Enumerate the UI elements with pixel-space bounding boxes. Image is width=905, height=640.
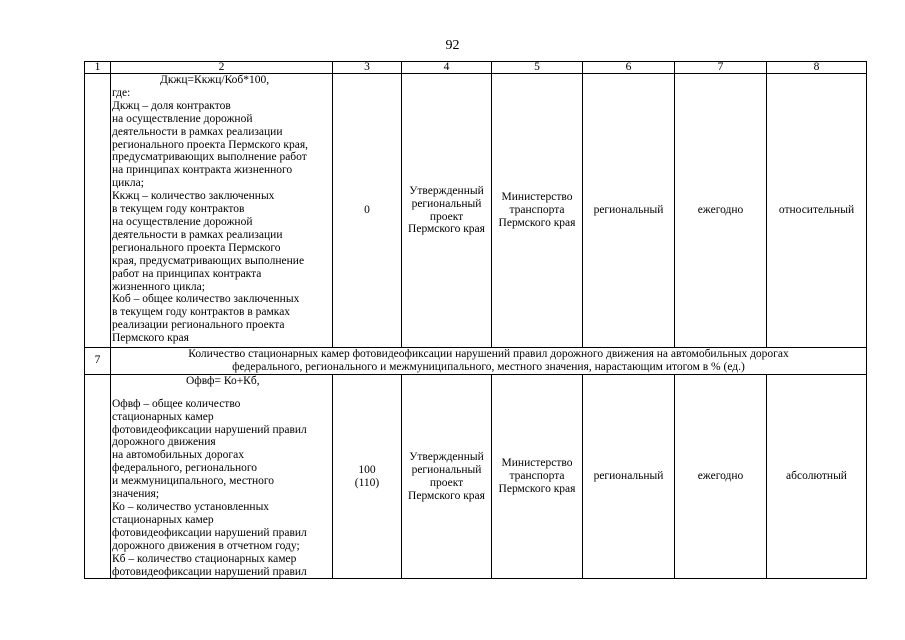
description-line: Ко – количество установленных	[112, 500, 270, 513]
data-source-cell	[402, 74, 492, 348]
description-line: на автомобильных дорогах	[112, 449, 244, 462]
responsible-line: Министерство	[501, 191, 573, 204]
description-line: фотовидеофиксации нарушений правил	[112, 423, 307, 436]
description-line: реализации регионального проекта	[112, 319, 285, 332]
data-source-line: Утвержденный	[409, 184, 484, 197]
description-line: и межмуниципального, местного	[112, 475, 275, 488]
responsible-line: транспорта	[509, 204, 565, 217]
responsible-line: Пермского края	[498, 216, 576, 229]
data-source-line: Пермского края	[408, 223, 485, 236]
data-source-line: Пермского края	[408, 489, 485, 502]
base-value-line: (110)	[354, 476, 380, 489]
header-cell-4: 4	[402, 62, 492, 74]
description-line: дорожного движения	[112, 436, 216, 449]
description-line: Дкжц – доля контрактов	[112, 99, 231, 112]
row-number	[85, 74, 111, 348]
header-cell-2: 2	[111, 62, 333, 74]
formula: Дкжц=Ккжц/Коб*100,	[160, 74, 270, 86]
description-line: фотовидеофиксации нарушений правил	[112, 526, 307, 539]
responsible-cell	[492, 74, 583, 348]
description-line: жизненного цикла;	[112, 280, 205, 293]
description-line: деятельности в рамках реализации	[112, 125, 283, 138]
description-line: края, предусматривающих выполнение	[112, 254, 305, 267]
section-number: 7	[85, 348, 111, 375]
indicator-table	[84, 61, 867, 579]
description-line: деятельности в рамках реализации	[112, 228, 283, 241]
description-line: Коб – общее количество заключенных	[112, 293, 300, 306]
header-cell-7: 7	[675, 62, 767, 74]
description-line: стационарных камер	[112, 513, 214, 526]
responsible-line: Министерство	[501, 457, 573, 470]
indicator-type-cell: относительный	[767, 74, 867, 348]
description-line: Кб – количество стационарных камер	[112, 552, 297, 565]
description-line: где:	[112, 86, 131, 99]
data-source-line: региональный	[411, 463, 482, 476]
description-line: Пермского края	[112, 332, 189, 345]
section-title-line: Количество стационарных камер фотовидеофиксации нарушений правил дорожного движения на автомобильных дорогах	[188, 348, 789, 360]
description-line: стационарных камер	[112, 410, 214, 423]
header-cell-8: 8	[767, 62, 867, 74]
base-value	[333, 374, 402, 579]
section-title	[111, 348, 867, 375]
description-line: Ккжц – количество заключенных	[112, 190, 275, 203]
section-row-7	[85, 348, 867, 375]
data-source-line: проект	[429, 476, 464, 489]
base-value: 0	[333, 74, 402, 348]
description-line: цикла;	[112, 177, 144, 190]
base-value-line: 100	[358, 463, 376, 476]
description-line: предусматривающих выполнение работ	[112, 151, 307, 164]
description-line: в текущем году контрактов в рамках	[112, 306, 291, 319]
responsible-cell	[492, 374, 583, 579]
page-number: 92	[445, 38, 460, 53]
responsible-line: транспорта	[509, 470, 565, 483]
section-title-line: федерального, регионального и межмуниципального, местного значения, нарастающим итогом в % (ед.)	[232, 360, 745, 373]
header-row	[85, 62, 867, 74]
header-cell-1: 1	[85, 62, 111, 74]
indicator-type-cell: абсолютный	[767, 374, 867, 579]
responsible-line: Пермского края	[498, 483, 576, 496]
level-cell: региональный	[583, 74, 675, 348]
table-row-cameras	[85, 374, 867, 579]
description-line: в текущем году контрактов	[112, 203, 245, 216]
calculation-method-cell	[111, 74, 333, 348]
description-line: значения;	[112, 488, 160, 501]
data-source-cell	[402, 374, 492, 579]
frequency-cell: ежегодно	[675, 74, 767, 348]
row-number	[85, 374, 111, 579]
data-source-line: региональный	[411, 197, 482, 210]
description-line: федерального, регионального	[112, 462, 258, 475]
data-source-line: проект	[429, 210, 464, 223]
description-line: регионального проекта Пермского края,	[112, 138, 309, 151]
header-cell-6: 6	[583, 62, 675, 74]
data-source-line: Утвержденный	[409, 450, 484, 463]
frequency-cell: ежегодно	[675, 374, 767, 579]
header-cell-5: 5	[492, 62, 583, 74]
table-row-contracts	[85, 74, 867, 348]
description-line: дорожного движения в отчетном году;	[112, 539, 300, 552]
description-line: на осуществление дорожной	[112, 112, 253, 125]
level-cell: региональный	[583, 374, 675, 579]
description-line: на принципах контракта жизненного	[112, 164, 293, 177]
description-line: Офвф – общее количество	[112, 397, 241, 410]
description-line: регионального проекта Пермского	[112, 241, 281, 254]
formula: Офвф= Ко+Кб,	[186, 374, 260, 387]
calculation-method-cell	[111, 374, 333, 579]
description-line: на осуществление дорожной	[112, 215, 253, 228]
header-cell-3: 3	[333, 62, 402, 74]
description-line: работ на принципах контракта	[112, 267, 262, 280]
description-line: фотовидеофиксации нарушений правил	[112, 565, 307, 578]
